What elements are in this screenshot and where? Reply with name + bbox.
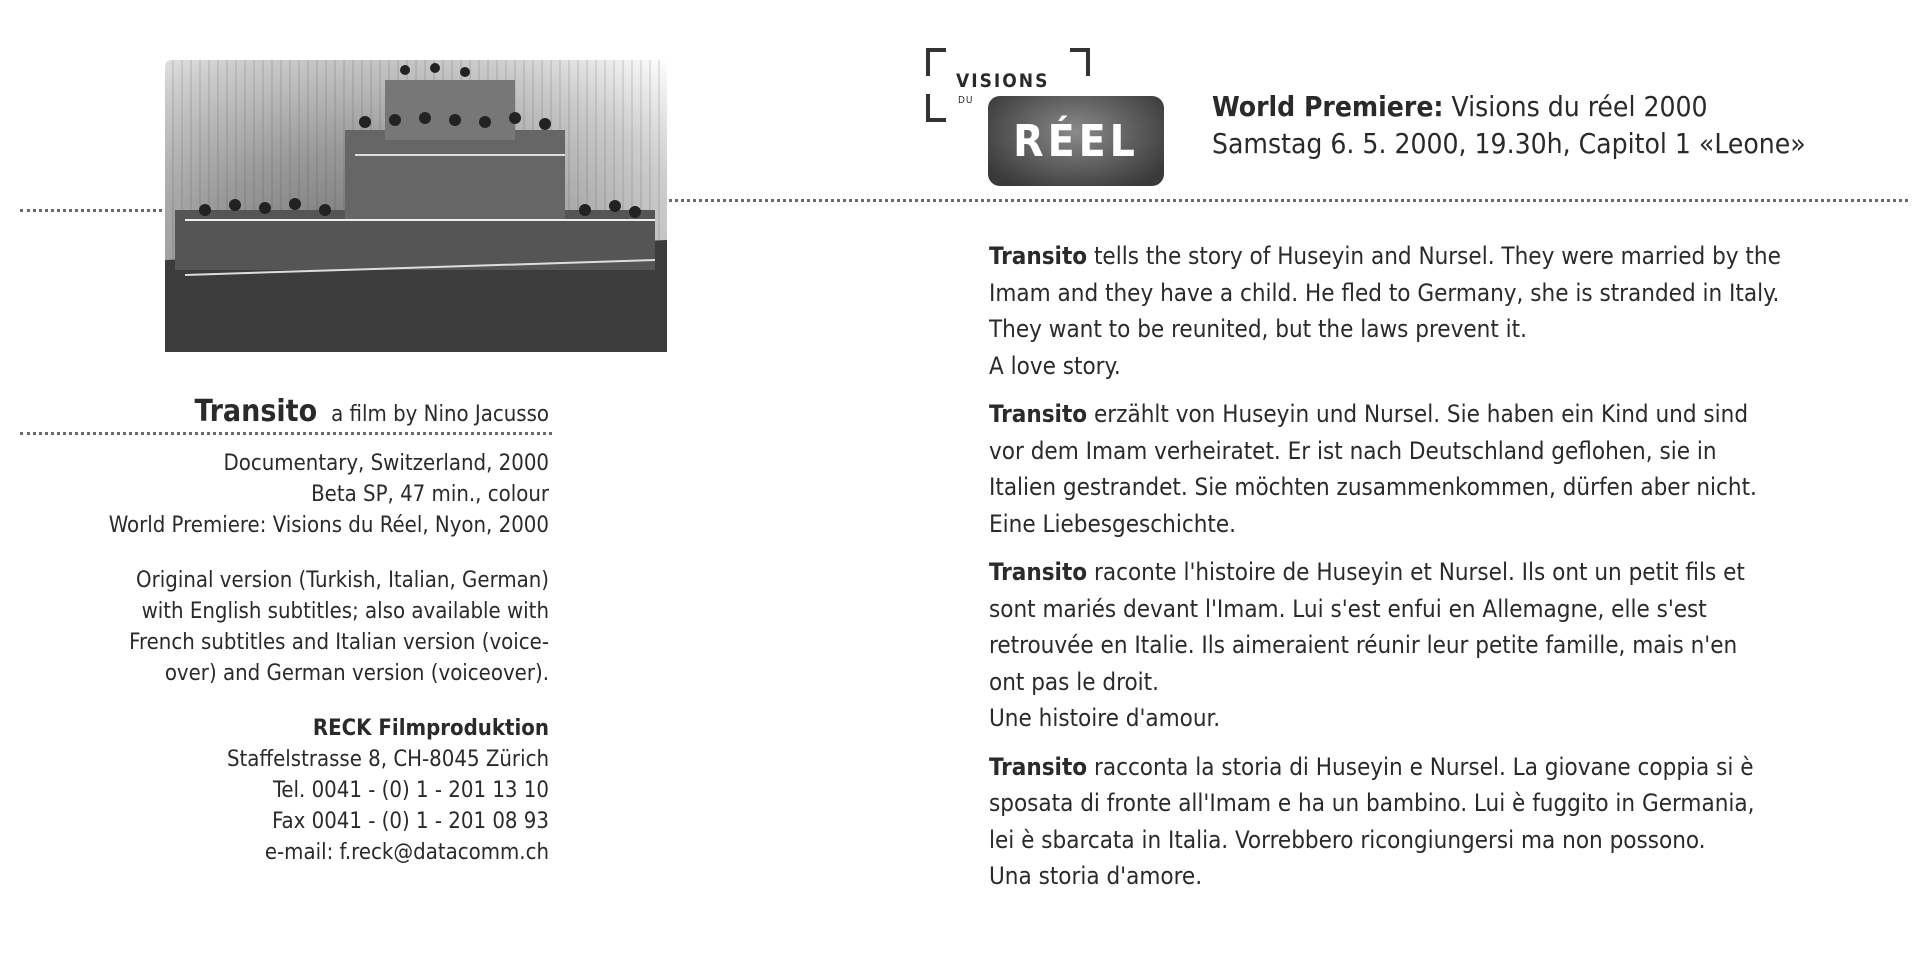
- synopsis-title: Transito: [989, 558, 1088, 586]
- synopsis-title: Transito: [989, 400, 1088, 428]
- synopsis-italian: Transito racconta la storia di Huseyin e Nursel. La giovane coppia si è sposata di fronte all'Imam e ha un bambino. Lui è fuggito in Germania, lei è sbarcata in Italia. Vorrebbero ricongiungersi ma non possono. Una storia d'amore.: [989, 752, 1755, 890]
- premiere-label: World Premiere:: [1212, 90, 1444, 123]
- logo-du: DU: [958, 95, 974, 106]
- synopsis-german: Transito erzählt von Huseyin und Nursel. Sie haben ein Kind und sind vor dem Imam verheiratet. Er ist nach Deutschland geflohen, sie in Italien gestrandet. Sie möchten zusammenkommen, dürfen aber nicht. Eine Liebesgeschichte.: [989, 400, 1757, 538]
- version-line: with English subtitles; also available with: [141, 599, 549, 624]
- film-subtitle: a film by Nino Jacusso: [331, 402, 549, 427]
- divider-top-right: [664, 199, 1908, 202]
- synopsis-title: Transito: [989, 752, 1088, 781]
- email-line: e-mail: f.reck@datacomm.ch: [264, 840, 549, 865]
- logo-reel: RÉEL: [988, 96, 1164, 186]
- detail-line: Documentary, Switzerland, 2000: [223, 451, 549, 476]
- synopses: [989, 238, 1889, 907]
- film-credit: [195, 392, 550, 435]
- version-line: Original version (Turkish, Italian, German): [136, 568, 549, 593]
- premiere-info: [1212, 88, 1806, 162]
- visions-du-reel-logo: [920, 44, 1170, 194]
- synopsis-french: Transito raconte l'histoire de Huseyin et Nursel. Ils ont un petit fils et sont mariés devant l'Imam. Lui s'est enfui en Allemagne, elle s'est retrouvée en Italie. Ils aimeraient réunir leur petite famille, mais n'en ont pas le droit. Une histoire d'amour.: [989, 558, 1745, 732]
- production-company: RECK Filmproduktion: [312, 716, 549, 741]
- synopsis-title: Transito: [989, 242, 1088, 270]
- synopsis-english: Transito tells the story of Huseyin and Nursel. They were married by the Imam and they have a child. He fled to Germany, she is stranded in Italy. They want to be reunited, but the laws prevent it. A love story.: [989, 242, 1781, 380]
- ship-photo: [165, 60, 667, 352]
- premiere-date: Samstag 6. 5. 2000, 19.30h, Capitol 1 «Leone»: [1212, 127, 1806, 160]
- logo-visions: VISIONS: [956, 70, 1050, 92]
- version-line: over) and German version (voiceover).: [164, 661, 549, 686]
- film-title: Transito: [194, 394, 318, 429]
- address-line: Staffelstrasse 8, CH-8045 Zürich: [226, 747, 549, 772]
- detail-line: World Premiere: Visions du Réel, Nyon, 2000: [108, 513, 549, 538]
- detail-line: Beta SP, 47 min., colour: [311, 482, 549, 507]
- film-info: [0, 448, 549, 868]
- fax-line: Fax 0041 - (0) 1 - 201 08 93: [272, 809, 549, 834]
- version-line: French subtitles and Italian version (voice-: [129, 630, 549, 655]
- phone-line: Tel. 0041 - (0) 1 - 201 13 10: [273, 778, 549, 803]
- premiere-event: Visions du réel 2000: [1443, 90, 1708, 123]
- divider-top-left: [20, 209, 168, 212]
